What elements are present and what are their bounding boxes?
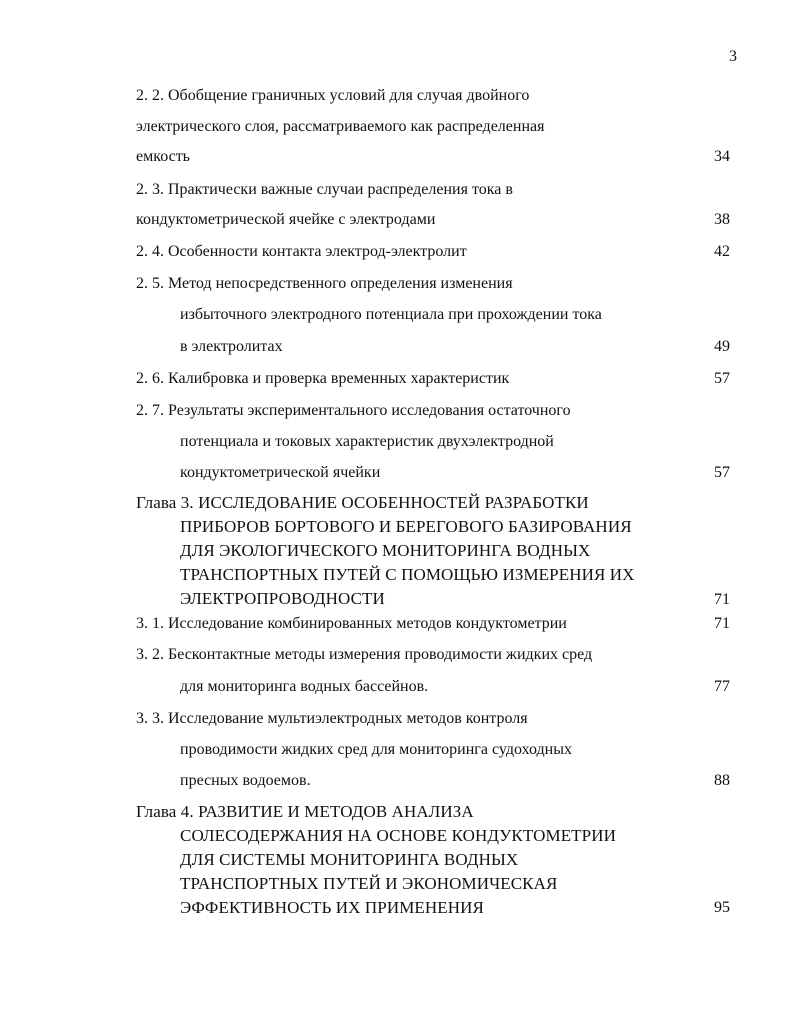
toc-line: в электролитах <box>180 338 283 355</box>
toc-line: для мониторинга водных бассейнов. <box>180 678 429 695</box>
toc-chapter-line: ЭФФЕКТИВНОСТЬ ИХ ПРИМЕНЕНИЯ <box>180 898 484 917</box>
toc-page-number: 71 <box>714 591 730 608</box>
toc-page-number: 49 <box>714 338 730 355</box>
toc-page-number: 38 <box>714 211 730 228</box>
toc-page-number: 57 <box>714 370 730 387</box>
toc-line: 3. 3. Исследование мультиэлектродных методов контроля <box>136 710 528 727</box>
toc-line: проводимости жидких сред для мониторинга судоходных <box>180 741 572 758</box>
toc-line: 2. 2. Обобщение граничных условий для случая двойного <box>136 87 530 104</box>
toc-chapter-line: ТРАНСПОРТНЫХ ПУТЕЙ С ПОМОЩЬЮ ИЗМЕРЕНИЯ ИХ <box>180 565 635 584</box>
toc-chapter-line: ТРАНСПОРТНЫХ ПУТЕЙ И ЭКОНОМИЧЕСКАЯ <box>180 874 558 893</box>
toc-line: 2. 4. Особенности контакта электрод-электролит <box>136 243 467 260</box>
toc-line: пресных водоемов. <box>180 772 311 789</box>
toc-line: 3. 2. Бесконтактные методы измерения проводимости жидких сред <box>136 646 593 663</box>
toc-line: 2. 6. Калибровка и проверка временных характеристик <box>136 370 510 387</box>
toc-line: потенциала и токовых характеристик двухэлектродной <box>180 433 554 450</box>
toc-line: 2. 7. Результаты экспериментального исследования остаточного <box>136 402 571 419</box>
toc-page-number: 77 <box>714 678 730 695</box>
toc-chapter-line: ЭЛЕКТРОПРОВОДНОСТИ <box>180 589 385 608</box>
toc-page-number: 71 <box>714 615 730 632</box>
toc-chapter-line: Глава 3. ИССЛЕДОВАНИЕ ОСОБЕННОСТЕЙ РАЗРАБОТКИ <box>136 493 589 512</box>
toc-page-number: 57 <box>714 464 730 481</box>
toc-chapter-line: Глава 4. РАЗВИТИЕ И МЕТОДОВ АНАЛИЗА <box>136 802 474 821</box>
toc-line: 2. 3. Практически важные случаи распределения тока в <box>136 181 513 198</box>
page-number: 3 <box>729 48 737 65</box>
toc-line: емкость <box>136 148 190 165</box>
toc-chapter-line: ДЛЯ ЭКОЛОГИЧЕСКОГО МОНИТОРИНГА ВОДНЫХ <box>180 541 591 560</box>
toc-page-number: 88 <box>714 772 730 789</box>
toc-page-number: 95 <box>714 899 730 916</box>
toc-line: 3. 1. Исследование комбинированных методов кондуктометрии <box>136 615 567 632</box>
toc-line: кондуктометрической ячейки <box>180 464 381 481</box>
toc-line: кондуктометрической ячейке с электродами <box>136 211 436 228</box>
toc-chapter-line: ДЛЯ СИСТЕМЫ МОНИТОРИНГА ВОДНЫХ <box>180 850 519 869</box>
toc-line: электрического слоя, рассматриваемого как распределенная <box>136 118 545 135</box>
toc-page-number: 42 <box>714 243 730 260</box>
toc-line: избыточного электродного потенциала при прохождении тока <box>180 306 602 323</box>
toc-chapter-line: ПРИБОРОВ БОРТОВОГО И БЕРЕГОВОГО БАЗИРОВАНИЯ <box>180 517 632 536</box>
toc-chapter-line: СОЛЕСОДЕРЖАНИЯ НА ОСНОВЕ КОНДУКТОМЕТРИИ <box>180 826 616 845</box>
toc-page-number: 34 <box>714 148 730 165</box>
toc-line: 2. 5. Метод непосредственного определения изменения <box>136 275 513 292</box>
